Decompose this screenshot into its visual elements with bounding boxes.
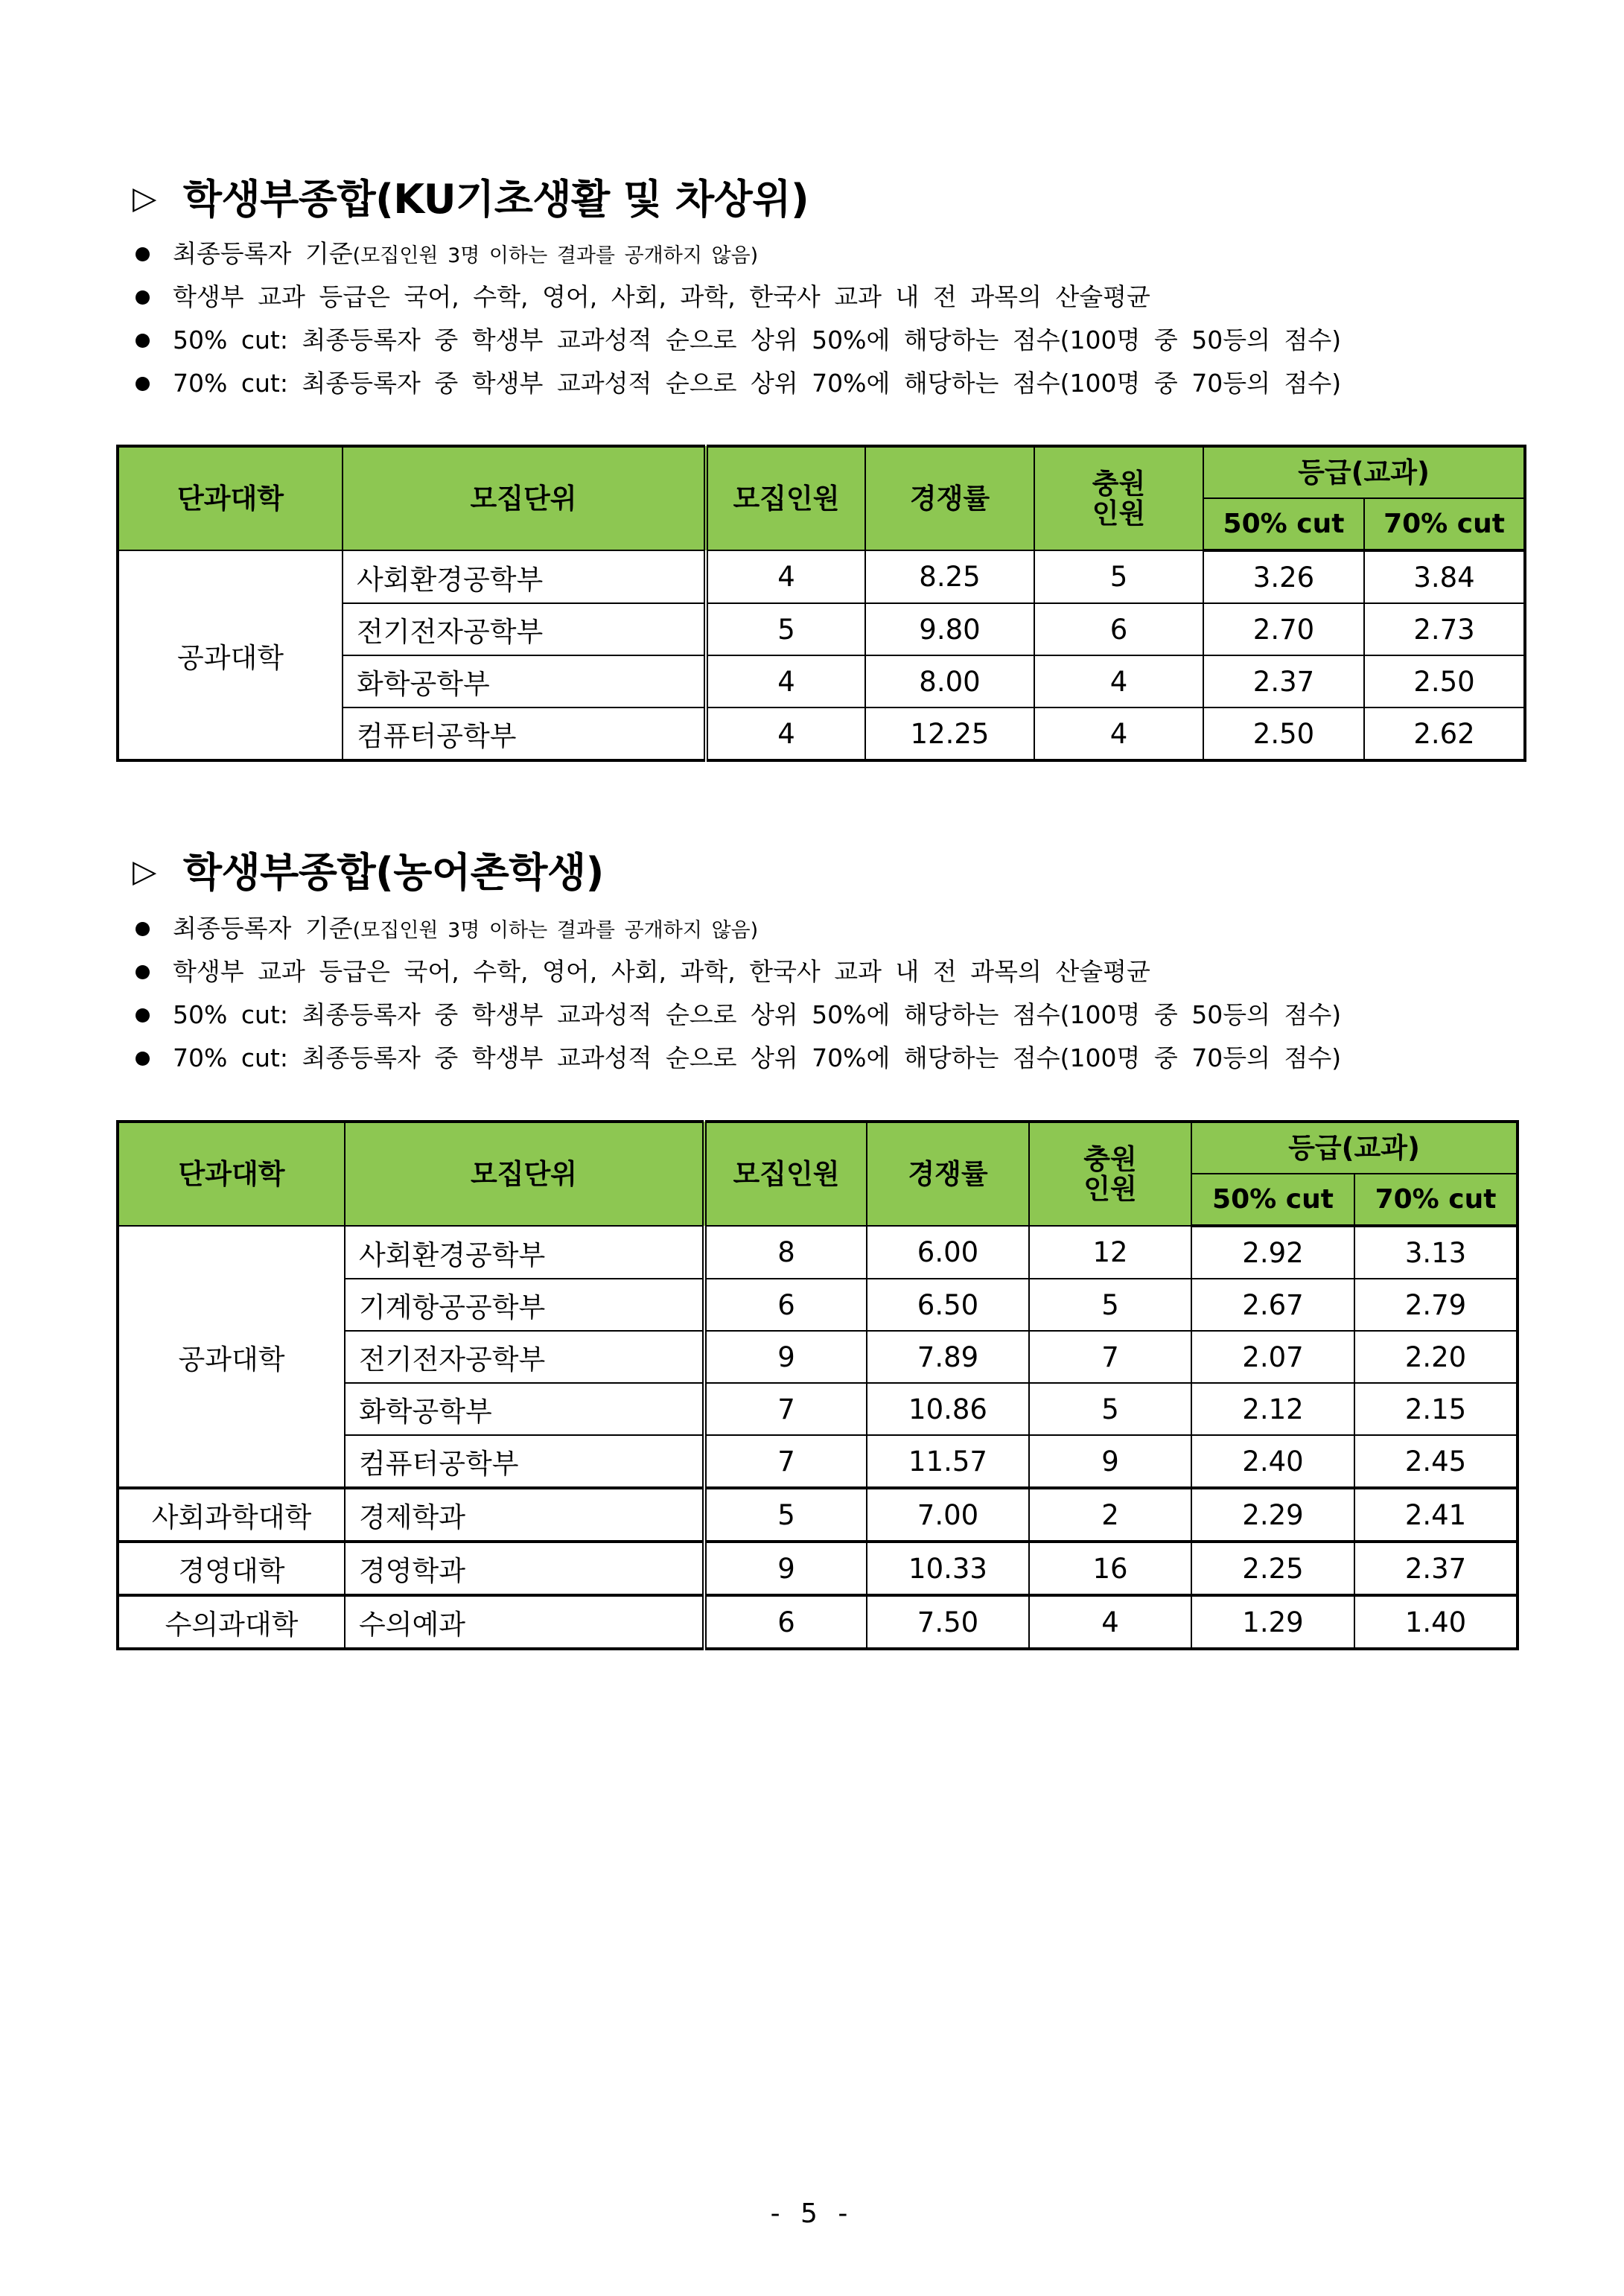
fill-cell: 4 — [1029, 1595, 1191, 1649]
col-header-cut50: 50% cut — [1203, 498, 1364, 550]
bullet-icon — [136, 1008, 150, 1023]
cut70-cell: 2.45 — [1354, 1435, 1518, 1488]
table-row — [118, 1595, 1518, 1649]
unit-cell: 사회환경공학부 — [345, 1226, 704, 1279]
col-header-quota: 모집인원 — [706, 446, 865, 550]
quota-cell: 4 — [706, 707, 865, 760]
cut70-cell: 3.84 — [1364, 550, 1525, 603]
bullet-icon — [136, 290, 150, 305]
fill-cell: 12 — [1029, 1226, 1191, 1279]
table-row — [118, 550, 1525, 603]
cut50-cell: 2.25 — [1191, 1542, 1354, 1595]
fill-cell: 4 — [1034, 707, 1203, 760]
cut50-cell: 2.37 — [1203, 655, 1364, 707]
college-cell: 사회과학대학 — [118, 1488, 345, 1542]
cut70-cell: 2.62 — [1364, 707, 1525, 760]
quota-cell: 6 — [704, 1595, 867, 1649]
bullet-icon — [136, 247, 150, 261]
quota-cell: 4 — [706, 550, 865, 603]
triangle-right-icon: ▷ — [133, 852, 156, 889]
unit-cell: 전기전자공학부 — [345, 1331, 704, 1383]
fill-cell: 5 — [1029, 1383, 1191, 1435]
col-header-grade: 등급(교과) — [1191, 1122, 1518, 1174]
ratio-cell: 10.86 — [867, 1383, 1029, 1435]
bullet-icon — [136, 334, 150, 348]
col-header-cut50: 50% cut — [1191, 1174, 1354, 1226]
unit-cell: 경영학과 — [345, 1542, 704, 1595]
quota-cell: 7 — [704, 1435, 867, 1488]
fill-cell: 5 — [1034, 550, 1203, 603]
quota-cell: 7 — [704, 1383, 867, 1435]
section-title — [133, 839, 604, 899]
unit-cell: 사회환경공학부 — [343, 550, 706, 603]
table-row — [118, 1226, 1518, 1279]
bullet-icon — [136, 922, 150, 936]
results-table — [116, 445, 1526, 762]
table-row — [118, 1542, 1518, 1595]
unit-cell: 수의예과 — [345, 1595, 704, 1649]
quota-cell: 8 — [704, 1226, 867, 1279]
cut50-cell: 2.50 — [1203, 707, 1364, 760]
fill-cell: 4 — [1034, 655, 1203, 707]
note-item: 최종등록자 기준(모집인원 3명 이하는 결과를 공개하지 않음) — [133, 232, 1518, 276]
cut70-cell: 2.41 — [1354, 1488, 1518, 1542]
ratio-cell: 6.00 — [867, 1226, 1029, 1279]
quota-cell: 9 — [704, 1542, 867, 1595]
ratio-cell: 8.00 — [865, 655, 1034, 707]
ratio-cell: 11.57 — [867, 1435, 1029, 1488]
col-header-grade: 등급(교과) — [1203, 446, 1525, 498]
cut50-cell: 2.70 — [1203, 603, 1364, 655]
section-title — [133, 166, 809, 226]
ratio-cell: 7.00 — [867, 1488, 1029, 1542]
fill-cell: 5 — [1029, 1279, 1191, 1331]
ratio-cell: 6.50 — [867, 1279, 1029, 1331]
quota-cell: 4 — [706, 655, 865, 707]
cut50-cell: 2.67 — [1191, 1279, 1354, 1331]
note-item: 학생부 교과 등급은 국어, 수학, 영어, 사회, 과학, 한국사 교과 내 전 과목의 산술평균 — [133, 276, 1518, 319]
cut70-cell: 2.73 — [1364, 603, 1525, 655]
col-header-ratio: 경쟁률 — [867, 1122, 1029, 1226]
fill-cell: 16 — [1029, 1542, 1191, 1595]
cut50-cell: 2.92 — [1191, 1226, 1354, 1279]
ratio-cell: 10.33 — [867, 1542, 1029, 1595]
ratio-cell: 7.50 — [867, 1595, 1029, 1649]
college-cell: 공과대학 — [118, 550, 343, 760]
note-item: 70% cut: 최종등록자 중 학생부 교과성적 순으로 상위 70%에 해당하는 점수(100명 중 70등의 점수) — [133, 362, 1518, 405]
fill-cell: 2 — [1029, 1488, 1191, 1542]
cut50-cell: 2.29 — [1191, 1488, 1354, 1542]
col-header-college: 단과대학 — [118, 446, 343, 550]
unit-cell: 전기전자공학부 — [343, 603, 706, 655]
unit-cell: 컴퓨터공학부 — [345, 1435, 704, 1488]
page-number: - 5 - — [770, 2198, 854, 2229]
cut70-cell: 2.79 — [1354, 1279, 1518, 1331]
col-header-cut70: 70% cut — [1354, 1174, 1518, 1226]
col-header-fill: 충원 인원 — [1034, 446, 1203, 550]
college-cell: 수의과대학 — [118, 1595, 345, 1649]
cut70-cell: 3.13 — [1354, 1226, 1518, 1279]
cut50-cell: 2.40 — [1191, 1435, 1354, 1488]
ratio-cell: 12.25 — [865, 707, 1034, 760]
note-item: 50% cut: 최종등록자 중 학생부 교과성적 순으로 상위 50%에 해당하는 점수(100명 중 50등의 점수) — [133, 319, 1518, 362]
col-header-unit: 모집단위 — [343, 446, 706, 550]
col-header-unit: 모집단위 — [345, 1122, 704, 1226]
section-title-text: 학생부종합(농어촌학생) — [182, 848, 604, 896]
cut70-cell: 2.20 — [1354, 1331, 1518, 1383]
unit-cell: 경제학과 — [345, 1488, 704, 1542]
note-item: 70% cut: 최종등록자 중 학생부 교과성적 순으로 상위 70%에 해당하는 점수(100명 중 70등의 점수) — [133, 1037, 1518, 1080]
cut70-cell: 2.50 — [1364, 655, 1525, 707]
cut70-cell: 2.15 — [1354, 1383, 1518, 1435]
cut50-cell: 2.07 — [1191, 1331, 1354, 1383]
quota-cell: 9 — [704, 1331, 867, 1383]
cut70-cell: 1.40 — [1354, 1595, 1518, 1649]
note-item: 50% cut: 최종등록자 중 학생부 교과성적 순으로 상위 50%에 해당하는 점수(100명 중 50등의 점수) — [133, 993, 1518, 1037]
fill-cell: 7 — [1029, 1331, 1191, 1383]
cut50-cell: 2.12 — [1191, 1383, 1354, 1435]
quota-cell: 5 — [704, 1488, 867, 1542]
col-header-quota: 모집인원 — [704, 1122, 867, 1226]
notes-list — [133, 907, 1518, 1080]
cut50-cell: 1.29 — [1191, 1595, 1354, 1649]
fill-cell: 6 — [1034, 603, 1203, 655]
col-header-ratio: 경쟁률 — [865, 446, 1034, 550]
college-cell: 공과대학 — [118, 1226, 345, 1488]
bullet-icon — [136, 1052, 150, 1066]
notes-list — [133, 232, 1518, 405]
cut70-cell: 2.37 — [1354, 1542, 1518, 1595]
unit-cell: 화학공학부 — [343, 655, 706, 707]
unit-cell: 기계항공공학부 — [345, 1279, 704, 1331]
college-cell: 경영대학 — [118, 1542, 345, 1595]
fill-cell: 9 — [1029, 1435, 1191, 1488]
col-header-cut70: 70% cut — [1364, 498, 1525, 550]
table-row — [118, 1488, 1518, 1542]
note-item: 학생부 교과 등급은 국어, 수학, 영어, 사회, 과학, 한국사 교과 내 전 과목의 산술평균 — [133, 950, 1518, 993]
note-item: 최종등록자 기준(모집인원 3명 이하는 결과를 공개하지 않음) — [133, 907, 1518, 950]
results-table — [116, 1120, 1519, 1650]
unit-cell: 화학공학부 — [345, 1383, 704, 1435]
col-header-fill: 충원 인원 — [1029, 1122, 1191, 1226]
ratio-cell: 9.80 — [865, 603, 1034, 655]
triangle-right-icon: ▷ — [133, 179, 156, 216]
ratio-cell: 8.25 — [865, 550, 1034, 603]
cut50-cell: 3.26 — [1203, 550, 1364, 603]
bullet-icon — [136, 965, 150, 979]
quota-cell: 6 — [704, 1279, 867, 1331]
section-title-text: 학생부종합(KU기초생활 및 차상위) — [182, 175, 809, 223]
bullet-icon — [136, 377, 150, 391]
unit-cell: 컴퓨터공학부 — [343, 707, 706, 760]
quota-cell: 5 — [706, 603, 865, 655]
col-header-college: 단과대학 — [118, 1122, 345, 1226]
ratio-cell: 7.89 — [867, 1331, 1029, 1383]
